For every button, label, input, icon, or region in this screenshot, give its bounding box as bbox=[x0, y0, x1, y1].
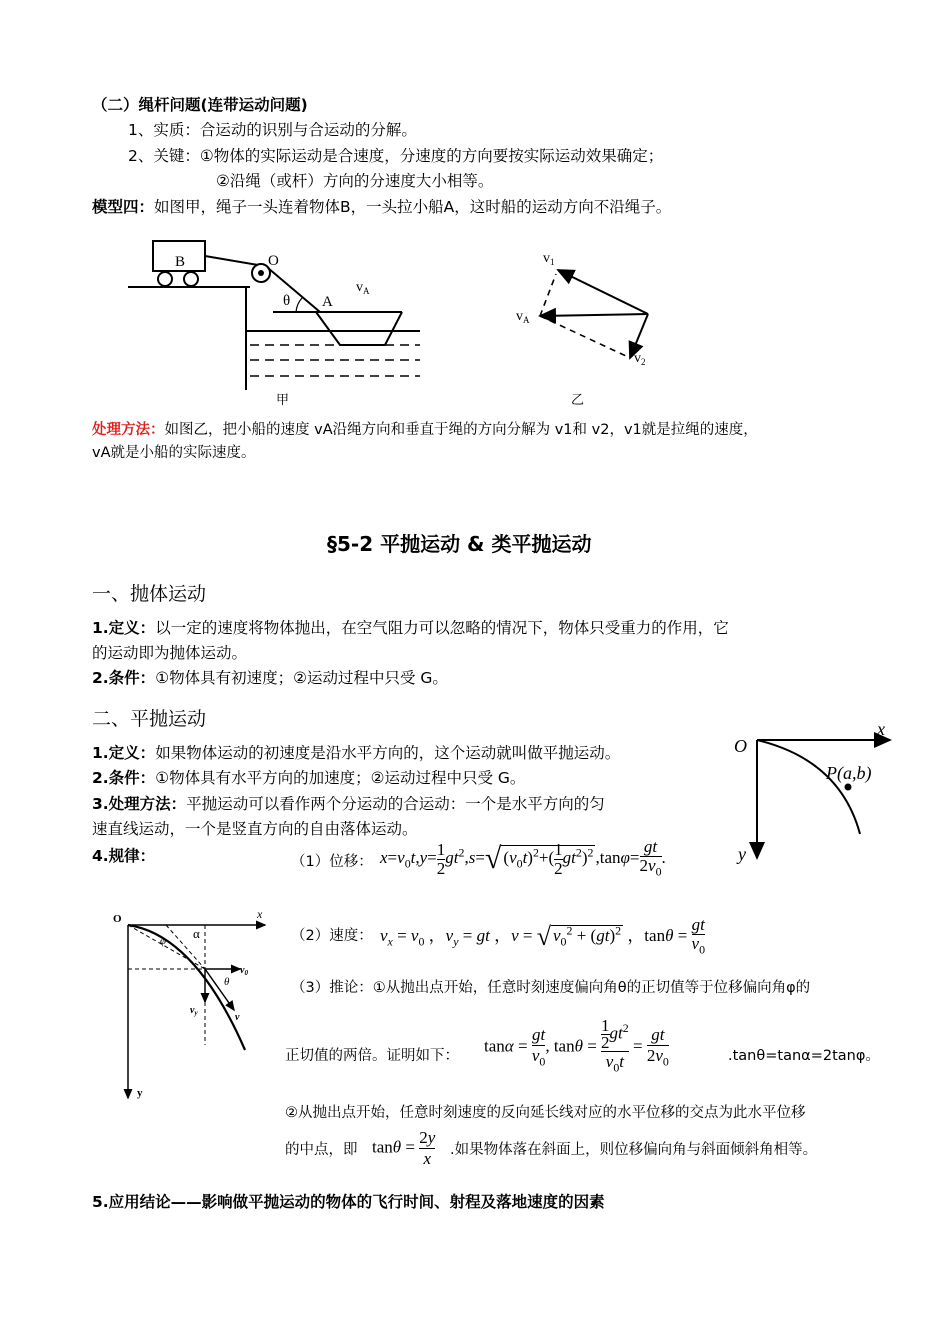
p-def-label: 1.定义： bbox=[92, 744, 156, 762]
p-cond-label: 2.条件： bbox=[92, 769, 156, 787]
application-conclusion: 5.应用结论——影响做平抛运动的物体的飞行时间、射程及落地速度的因素 bbox=[92, 1193, 605, 1211]
label-A: A bbox=[322, 294, 333, 310]
inference-line-1 bbox=[291, 978, 810, 998]
label-vA-yi: $v_A$ bbox=[516, 309, 530, 325]
v-label-theta: θ bbox=[224, 976, 230, 988]
def-label: 1.定义： bbox=[92, 619, 156, 637]
cond-label: 2.条件： bbox=[92, 669, 156, 687]
displacement-label: （1）位移： bbox=[291, 854, 373, 870]
subheading-projectile: 一、抛体运动 bbox=[92, 583, 207, 605]
v-label-x: x bbox=[257, 907, 263, 921]
inference-line-2 bbox=[285, 1046, 459, 1066]
inference-label: （3）推论： bbox=[291, 980, 373, 996]
method-text-1: 如图乙，把小船的速度 vA沿绳方向和垂直于绳的方向分解为 v1和 v2，v1就是拉绳的速度， bbox=[164, 422, 758, 438]
v-label-v: v bbox=[235, 1012, 240, 1023]
p-cond-text: ①物体具有水平方向的加速度；②运动过程中只受 G。 bbox=[155, 769, 526, 787]
v-vector bbox=[205, 969, 234, 1010]
label-y: y bbox=[738, 844, 746, 864]
p-method-label: 3.处理方法： bbox=[92, 795, 187, 813]
definition-line-2: 的运动即为抛体运动。 bbox=[92, 644, 248, 662]
v-label-O: O bbox=[113, 913, 122, 925]
inference-text-2a: 正切值的两倍。证明如下： bbox=[285, 1048, 459, 1064]
v-label-alpha: α bbox=[193, 926, 200, 941]
v-label-vy: $v_y$ bbox=[190, 1005, 198, 1017]
cond-text: ①物体具有初速度；②运动过程中只受 G。 bbox=[155, 669, 448, 687]
label-vA: $v_A$ bbox=[356, 280, 370, 296]
v-label-v0: $v_0$ bbox=[240, 965, 248, 977]
velocity-formula: $v_x = v_0$ ，$v_y$ = gt ，v = √ $v_0^2 + (gt)^2$ ，tanθ = $\frac{gt}{v_0}$ bbox=[380, 915, 706, 957]
caption-jia: 甲 bbox=[276, 392, 290, 407]
p-method-text-1: 平抛运动可以看作两个分运动的合运动：一个是水平方向的匀 bbox=[186, 795, 605, 813]
p-def-text: 如果物体运动的初速度是沿水平方向的，这个运动就叫做平抛运动。 bbox=[155, 744, 621, 762]
displacement-formula: $x=v_0t,y=$ $\frac{1}{2}$ $gt^2,s=√$ $(v_0t)^2+$( $\frac{1}{2}$ $gt^2)^2$ ,tanφ= $\frac{gt}{2v_0}$ . bbox=[380, 837, 666, 879]
item-key-2: ②沿绳（或杆）方向的分速度大小相等。 bbox=[216, 172, 494, 190]
v-label-y: y bbox=[137, 1087, 143, 1099]
label-O: O bbox=[734, 736, 747, 756]
inference-line-4a: 的中点，即 bbox=[285, 1142, 358, 1158]
inference-text-1: ①从抛出点开始，任意时刻速度偏向角θ的正切值等于位移偏向角φ的 bbox=[372, 980, 811, 996]
label-P: P(a,b) bbox=[826, 763, 872, 783]
p-law-label: 4.规律： bbox=[92, 847, 156, 865]
velocity-label: （2）速度： bbox=[291, 928, 373, 944]
section-heading-rope: （二）绳杆问题(连带运动问题) bbox=[92, 96, 308, 114]
label-v2: $v_2$ bbox=[634, 351, 646, 367]
inference-line-4b: .如果物体落在斜面上，则位移偏向角与斜面倾斜角相等。 bbox=[450, 1142, 818, 1158]
method-label: 处理方法： bbox=[92, 422, 165, 438]
midpoint-formula: tanθ = $\frac{2y}{x}$ bbox=[372, 1128, 436, 1168]
caption-yi: 乙 bbox=[571, 392, 585, 407]
section-title: §5-2 平抛运动 & 类平抛运动 bbox=[327, 532, 592, 556]
p-method-2: 速直线运动，一个是竖直方向的自由落体运动。 bbox=[92, 820, 418, 838]
label-x: x bbox=[877, 719, 885, 739]
v-label-phi: φ bbox=[160, 935, 167, 947]
label-O: O bbox=[268, 253, 279, 269]
inference-line-3: ②从抛出点开始，任意时刻速度的反向延长线对应的水平位移的交点为此水平位移 bbox=[285, 1105, 806, 1121]
def-text-1: 以一定的速度将物体抛出，在空气阻力可以忽略的情况下，物体只受重力的作用，它 bbox=[155, 619, 729, 637]
model-text: 如图甲，绳子一头连着物体B，一头拉小船A，这时船的运动方向不沿绳子。 bbox=[154, 198, 672, 216]
item-key: 2、关键：①物体的实际运动是合速度，分速度的方向要按实际运动效果确定； bbox=[128, 147, 664, 165]
method-line-2: vA就是小船的实际速度。 bbox=[92, 445, 256, 461]
subheading-horizontal: 二、平抛运动 bbox=[92, 708, 207, 730]
label-theta: θ bbox=[283, 293, 291, 309]
inference-text-2b: .tanθ=tanα=2tanφ。 bbox=[728, 1048, 880, 1064]
label-B: B bbox=[175, 254, 186, 270]
label-v1: $v_1$ bbox=[543, 251, 555, 267]
model-label: 模型四： bbox=[92, 198, 155, 216]
item-essence: 1、实质：合运动的识别与合运动的分解。 bbox=[128, 121, 417, 139]
proof-formula: tanα = $\frac{gt}{v_0}$ , tanθ = $\frac{1}{2}$ $gt^2$ $v_0t$ = $\frac{gt}{2v_0}$ bbox=[484, 1016, 669, 1075]
